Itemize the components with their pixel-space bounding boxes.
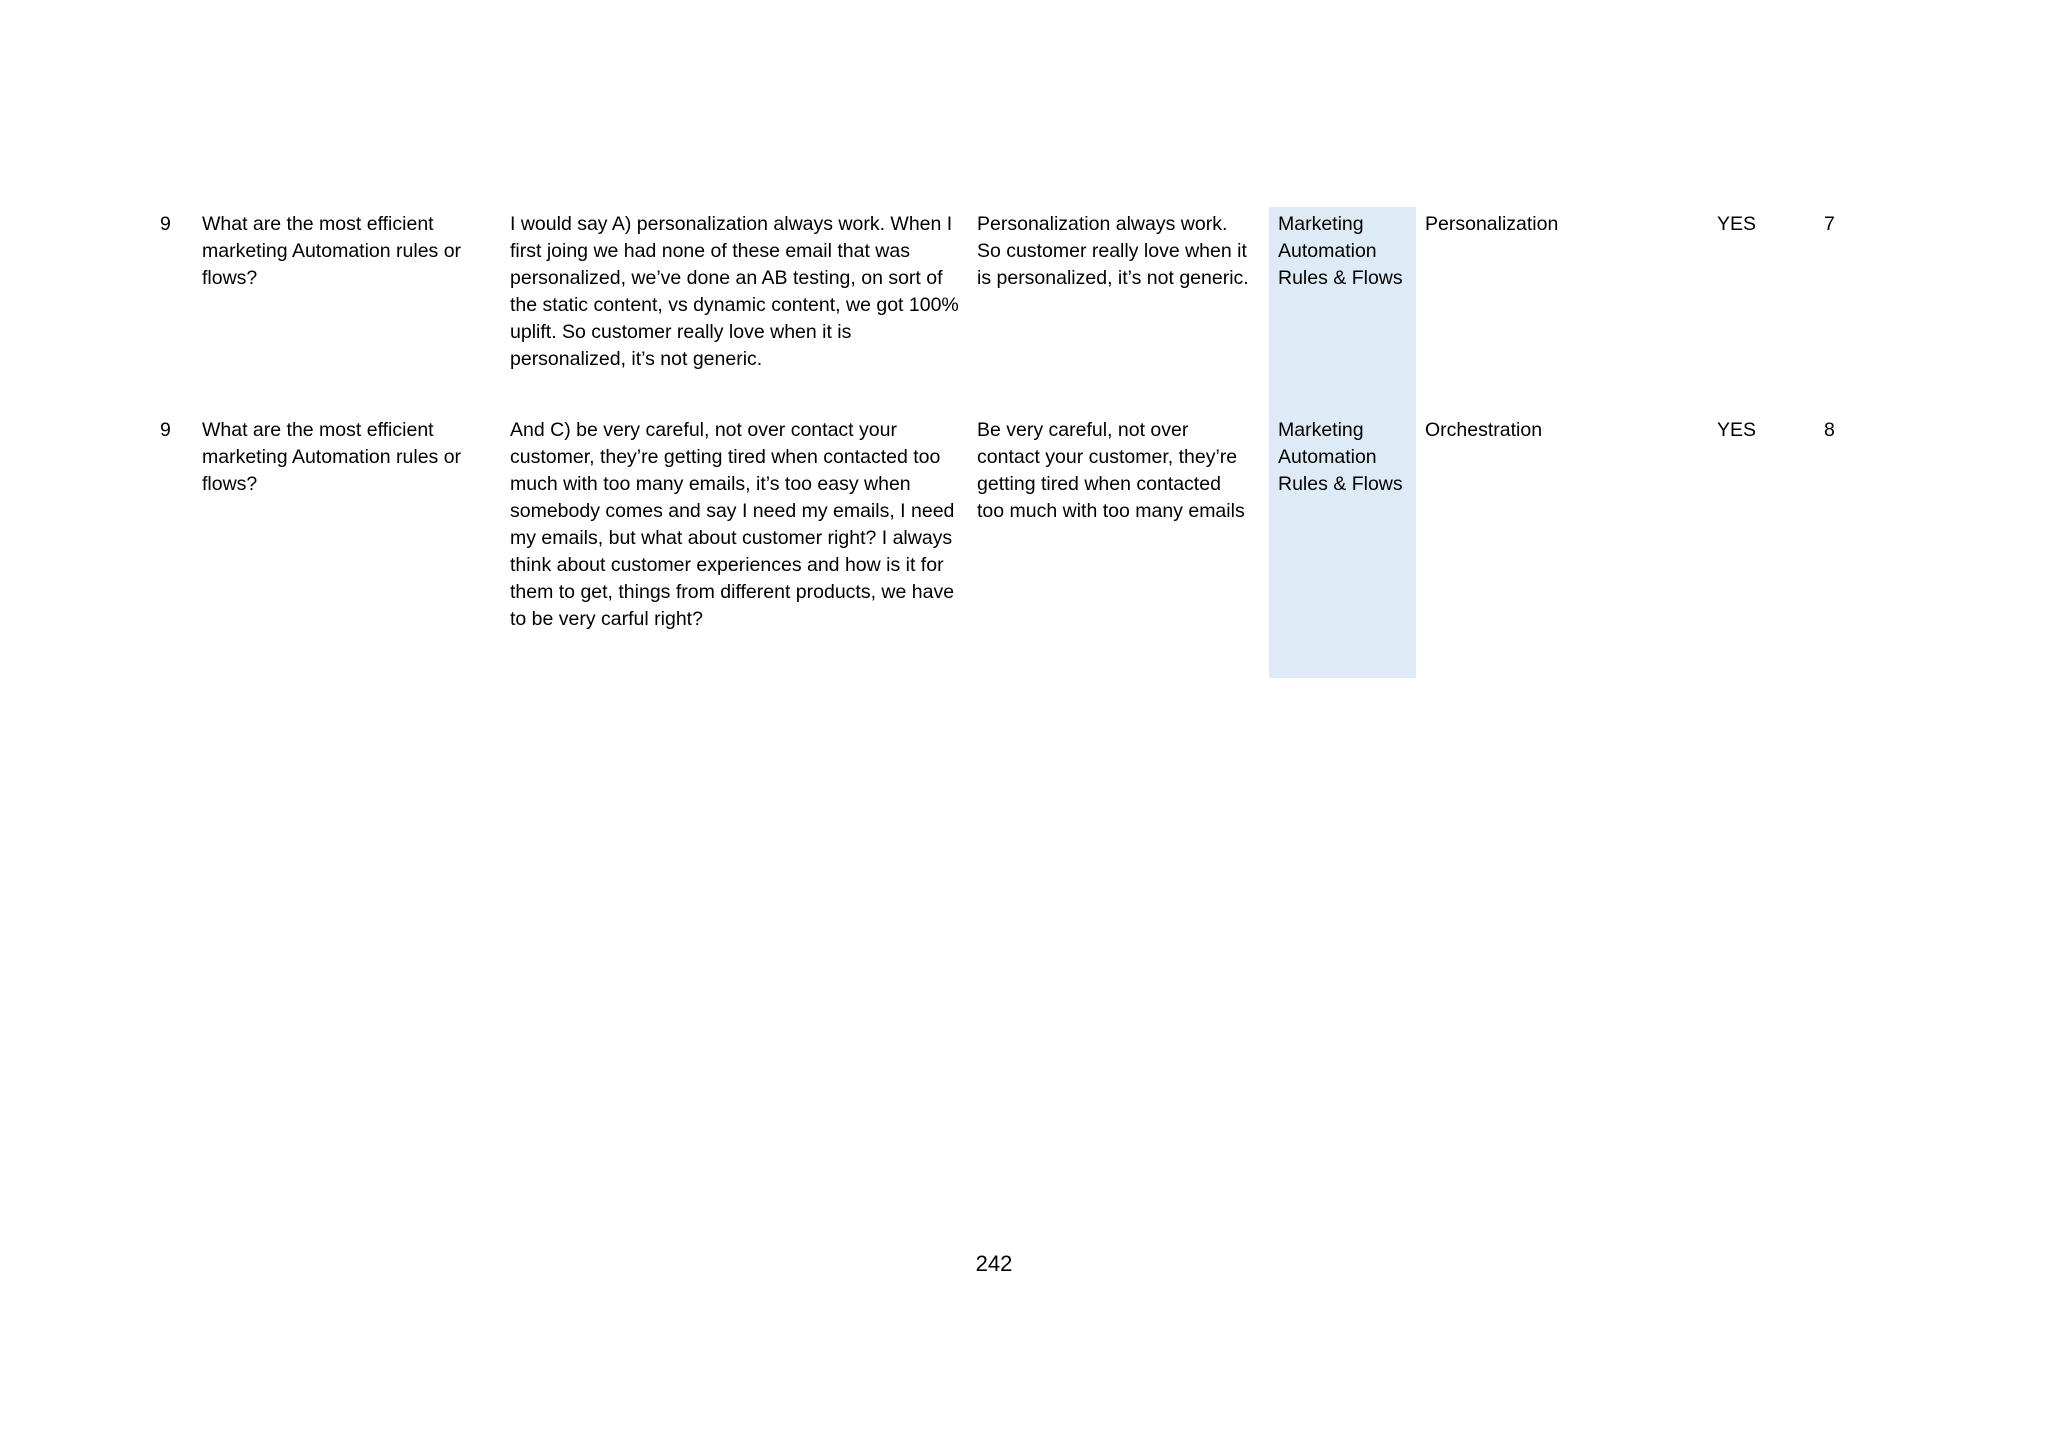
question-cell (202, 413, 502, 678)
flag-cell (1716, 207, 1824, 413)
question-number: 9 (160, 419, 171, 441)
code-text: Orchestration (1425, 419, 1543, 441)
question-number-cell (152, 207, 202, 413)
flag-text: YES (1717, 419, 1757, 441)
answer-cell (502, 207, 977, 413)
summary-cell (977, 207, 1269, 413)
count-cell (1824, 413, 1884, 678)
count-cell (1824, 207, 1884, 413)
question-number: 9 (160, 213, 171, 235)
theme-cell (1269, 207, 1416, 413)
question-text: What are the most efficient marketing Automation rules or flows? (202, 213, 462, 289)
answer-text: I would say A) personalization always work. When I first joing we had none of these email that was personalized, we’ve done an AB testing, on sort of the static content, vs dynamic content, we got 100% uplift. So customer really love when it is personalized, it’s not generic. (510, 213, 959, 370)
answer-text: And C) be very careful, not over contact your customer, they’re getting tired when contacted too much with too many emails, it’s too easy when somebody comes and say I need my emails, I need my emails, but what about customer right? I always think about customer experiences and how is it for them to get, things from different products, we have to be very carful right? (510, 419, 955, 630)
answer-cell (502, 413, 977, 678)
question-text: What are the most efficient marketing Automation rules or flows? (202, 419, 462, 495)
question-number-cell (152, 413, 202, 678)
summary-text: Personalization always work. So customer really love when it is personalized, it’s not generic. (977, 213, 1249, 289)
question-cell (202, 207, 502, 413)
theme-cell (1269, 413, 1416, 678)
theme-text: Marketing Automation Rules & Flows (1278, 213, 1403, 289)
theme-text: Marketing Automation Rules & Flows (1278, 419, 1403, 495)
count-text: 7 (1824, 213, 1835, 235)
count-text: 8 (1824, 419, 1835, 441)
table-row (152, 207, 1884, 413)
code-cell (1416, 413, 1716, 678)
page-number: 242 (975, 1251, 1013, 1276)
flag-cell (1716, 413, 1824, 678)
summary-text: Be very careful, not over contact your customer, they’re getting tired when contacted too much with too many emails (977, 419, 1245, 522)
code-text: Personalization (1425, 213, 1559, 235)
table-row (152, 413, 1884, 678)
summary-cell (977, 413, 1269, 678)
flag-text: YES (1717, 213, 1757, 235)
code-cell (1416, 207, 1716, 413)
interview-coding-table (152, 207, 1884, 678)
